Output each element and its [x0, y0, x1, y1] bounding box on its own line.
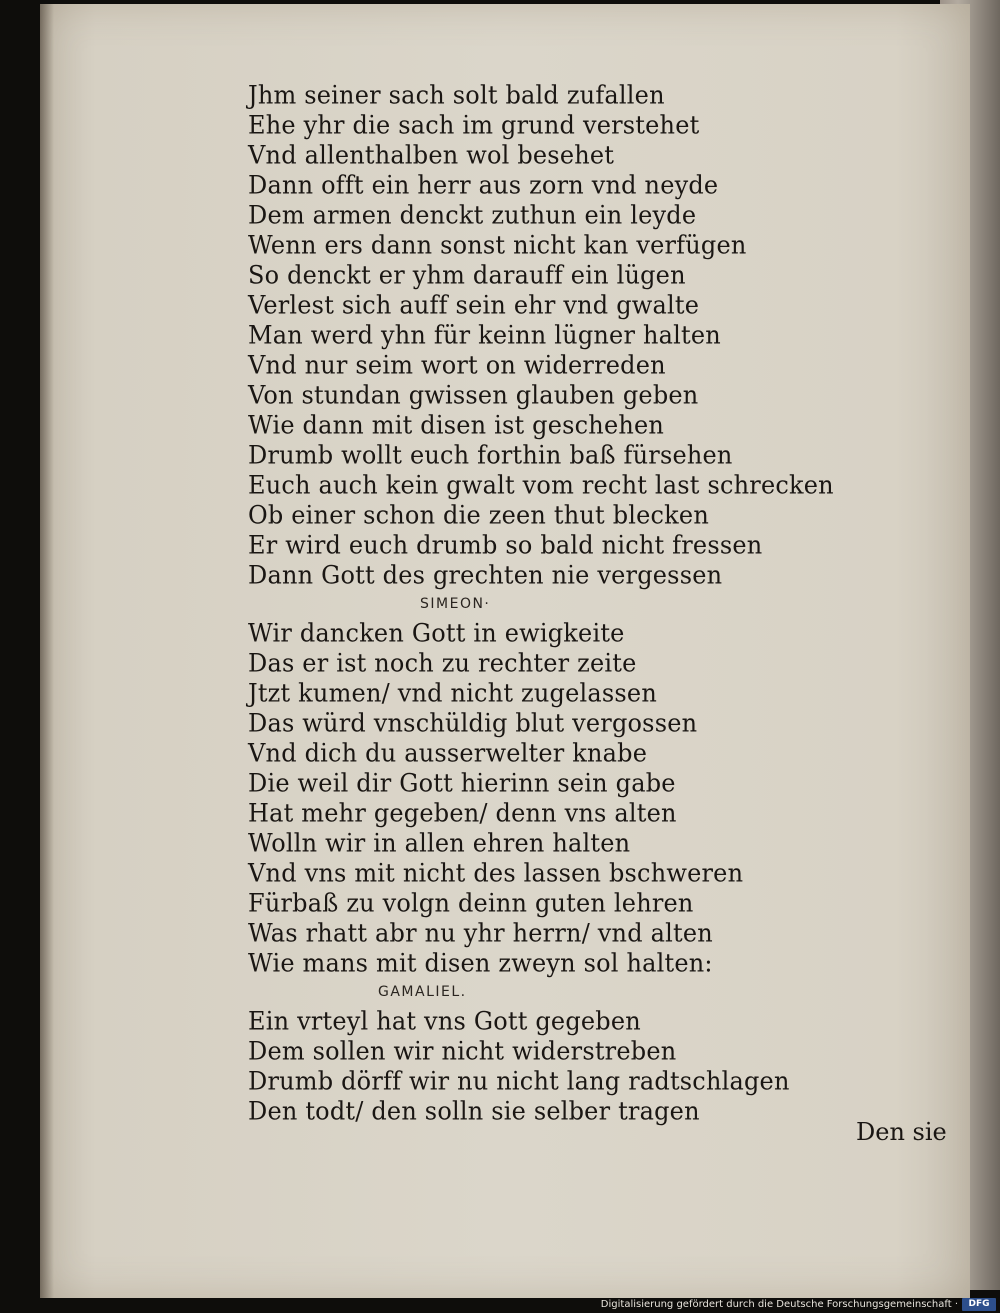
verse-line: Vnd nur seim wort on widerreden — [248, 350, 666, 380]
verse-line: Ob einer schon die zeen thut blecken — [248, 500, 709, 530]
catchword: Den sie — [856, 1118, 947, 1146]
verse-group-3 — [248, 1006, 888, 1126]
verse-line: Dann Gott des grechten nie vergessen — [248, 560, 723, 590]
verse-line: Dann offt ein herr aus zorn vnd neyde — [248, 170, 719, 200]
verse-line: Das würd vnschüldig blut vergossen — [248, 708, 698, 738]
verse-group-2 — [248, 618, 888, 978]
verse-line: Ein vrteyl hat vns Gott gegeben — [248, 1006, 641, 1036]
verse-line: So denckt er yhm darauff ein lügen — [248, 260, 686, 290]
verse-line: Euch auch kein gwalt vom recht last schrecken — [248, 470, 834, 500]
verse-line: Wolln wir in allen ehren halten — [248, 828, 631, 858]
verse-line: Drumb dörff wir nu nicht lang radtschlagen — [248, 1066, 790, 1096]
verse-line: Jhm seiner sach solt bald zufallen — [248, 80, 665, 110]
verse-line: Wie dann mit disen ist geschehen — [248, 410, 665, 440]
verse-line: Wenn ers dann sonst nicht kan verfügen — [248, 230, 747, 260]
verse-line: Fürbaß zu volgn deinn guten lehren — [248, 888, 694, 918]
verse-line: Wir dancken Gott in ewigkeite — [248, 618, 625, 648]
verse-line: Die weil dir Gott hierinn sein gabe — [248, 768, 676, 798]
verse-line: Den todt/ den solln sie selber tragen — [248, 1096, 700, 1126]
verse-line: Vnd dich du ausserwelter knabe — [248, 738, 648, 768]
digitization-credit: Digitalisierung gefördert durch die Deutsche Forschungsgemeinschaft · — [600, 1299, 958, 1310]
verse-line: Das er ist noch zu rechter zeite — [248, 648, 637, 678]
verse-line: Drumb wollt euch forthin baß fürsehen — [248, 440, 733, 470]
verse-line: Wie mans mit disen zweyn sol halten: — [248, 948, 713, 978]
verse-line: Verlest sich auff sein ehr vnd gwalte — [248, 290, 700, 320]
verse-line: Was rhatt abr nu yhr herrn/ vnd alten — [248, 918, 713, 948]
speaker-heading-gamaliel: GAMALIEL. — [378, 984, 467, 1000]
verse-line: Hat mehr gegeben/ denn vns alten — [248, 798, 677, 828]
verse-line: Vnd allenthalben wol besehet — [248, 140, 615, 170]
verse-group-1 — [248, 80, 888, 590]
gutter-shadow — [40, 4, 54, 1298]
verse-line: Ehe yhr die sach im grund verstehet — [248, 110, 700, 140]
verse-line: Man werd yhn für keinn lügner halten — [248, 320, 721, 350]
verse-line: Dem sollen wir nicht widerstreben — [248, 1036, 677, 1066]
verse-line: Dem armen denckt zuthun ein leyde — [248, 200, 697, 230]
verse-text-block — [248, 80, 888, 1126]
verse-line: Von stundan gwissen glauben geben — [248, 380, 699, 410]
verse-line: Vnd vns mit nicht des lassen bschweren — [248, 858, 744, 888]
verse-line: Jtzt kumen/ vnd nicht zugelassen — [248, 678, 657, 708]
dfg-logo: DFG — [962, 1298, 996, 1311]
speaker-heading-simeon: SIMEON· — [420, 596, 491, 612]
verse-line: Er wird euch drumb so bald nicht fressen — [248, 530, 763, 560]
